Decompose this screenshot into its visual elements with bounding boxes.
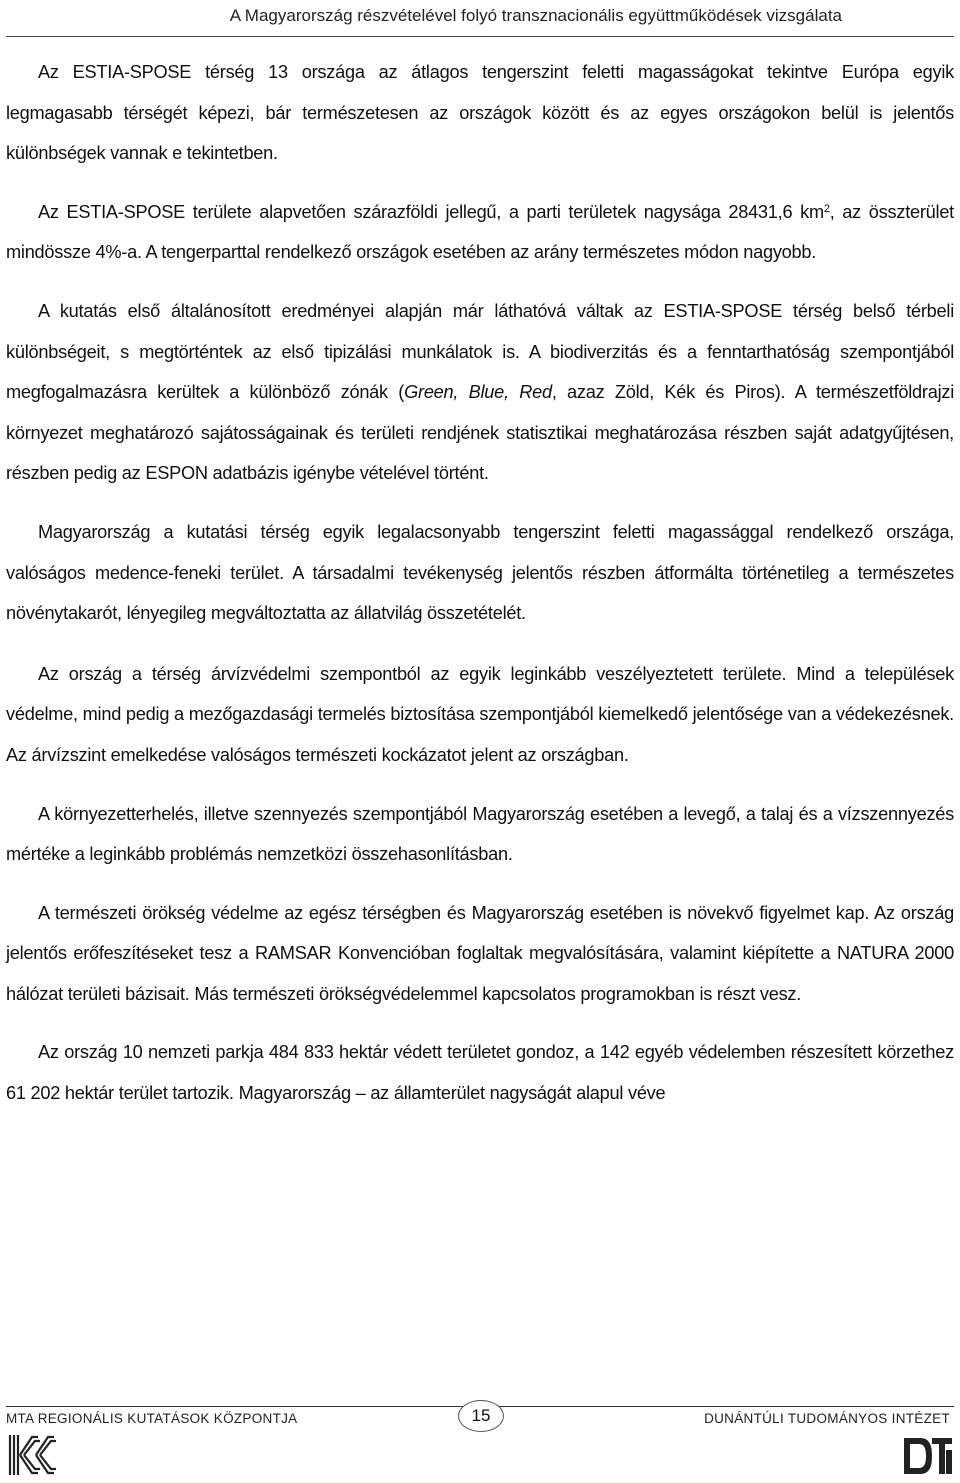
paragraph-3: A kutatás első általánosított eredményei alapján már láthatóvá váltak az ESTIA-SPOSE térség belső térbeli különbségeit, s megtörténtek az első tipizálási munkálatok is. A biodiverzitás és a fenntarthatóság szempontjából megfogalmazásra kerültek a különböző zónák (Green, Blue, Red, azaz Zöld, Kék és Piros). A természetföldrajzi környezet meghatározó sajátosságainak és területi rendjének statisztikai meghatározása részben saját adatgyűjtésen, részben pedig az ESPON adatbázis igénybe vételével történt. — [6, 300, 954, 484]
paragraph-1: Az ESTIA-SPOSE térség 13 országa az átlagos tengerszint feletti magasságokat tekintve Európa egyik legmagasabb térségét képezi, bár természetesen az országok között és az egyes országokon belül is jelentős különbségek vannak e tekintetben. — [6, 62, 954, 164]
paragraph-6: A környezetterhelés, illetve szennyezés szempontjából Magyarország esetében a levegő, a talaj és a vízszennyezés mértéke a leginkább problémás nemzetközi összehasonlításban. — [6, 803, 954, 865]
page-number: 15 — [458, 1400, 504, 1432]
footer-institution-left: MTA REGIONÁLIS KUTATÁSOK KÖZPONTJA — [6, 1411, 298, 1426]
rkk-logo-icon — [6, 1433, 58, 1477]
page-footer — [6, 1404, 954, 1434]
paragraph-7: A természeti örökség védelme az egész térségben és Magyarország esetében is növekvő figyelmet kap. Az ország jelentős erőfeszítéseket tesz a RAMSAR Konvencióban foglaltak megvalósítására, valamint kiépítette a NATURA 2000 hálózat területi bázisait. Más természeti örökségvédelemmel kapcsolatos programokban is részt vesz. — [6, 902, 954, 1004]
paragraph-5: Az ország a térség árvízvédelmi szempontból az egyik leginkább veszélyeztetett területe. Mind a települések védelme, mind pedig a mezőgazdasági termelés biztosítása szempontjából kiemelkedő jelentősége van a védekezésnek. Az árvízszint emelkedése valóságos természeti kockázatot jelent az országban. — [6, 663, 954, 765]
footer-institution-right: DUNÁNTÚLI TUDOMÁNYOS INTÉZET — [704, 1411, 950, 1426]
header-divider — [6, 36, 954, 37]
paragraph-8: Az ország 10 nemzeti parkja 484 833 hektár védett területet gondoz, a 142 egyéb védelemben részesített körzethez 61 202 hektár terület tartozik. Magyarország – az államterület nagyságát alapul véve — [6, 1042, 954, 1104]
dti-logo-icon — [902, 1434, 954, 1478]
running-header: A Magyarország részvételével folyó transznacionális együttműködések vizsgálata — [229, 6, 842, 25]
document-body — [6, 52, 954, 1132]
paragraph-2: Az ESTIA-SPOSE területe alapvetően szárazföldi jellegű, a parti területek nagysága 28431,6 $km^2$, az összterület mindössze 4%-a. A tengerparttal rendelkező országok esetében az arány természetes módon nagyobb. — [6, 201, 954, 263]
paragraph-4: Magyarország a kutatási térség egyik legalacsonyabb tengerszint feletti magassággal rendelkező országa, valóságos medence-feneki terület. A társadalmi tevékenység jelentős részben átformálta történetileg a természetes növénytakarót, lényegileg megváltoztatta az állatvilág összetételét. — [6, 521, 954, 624]
